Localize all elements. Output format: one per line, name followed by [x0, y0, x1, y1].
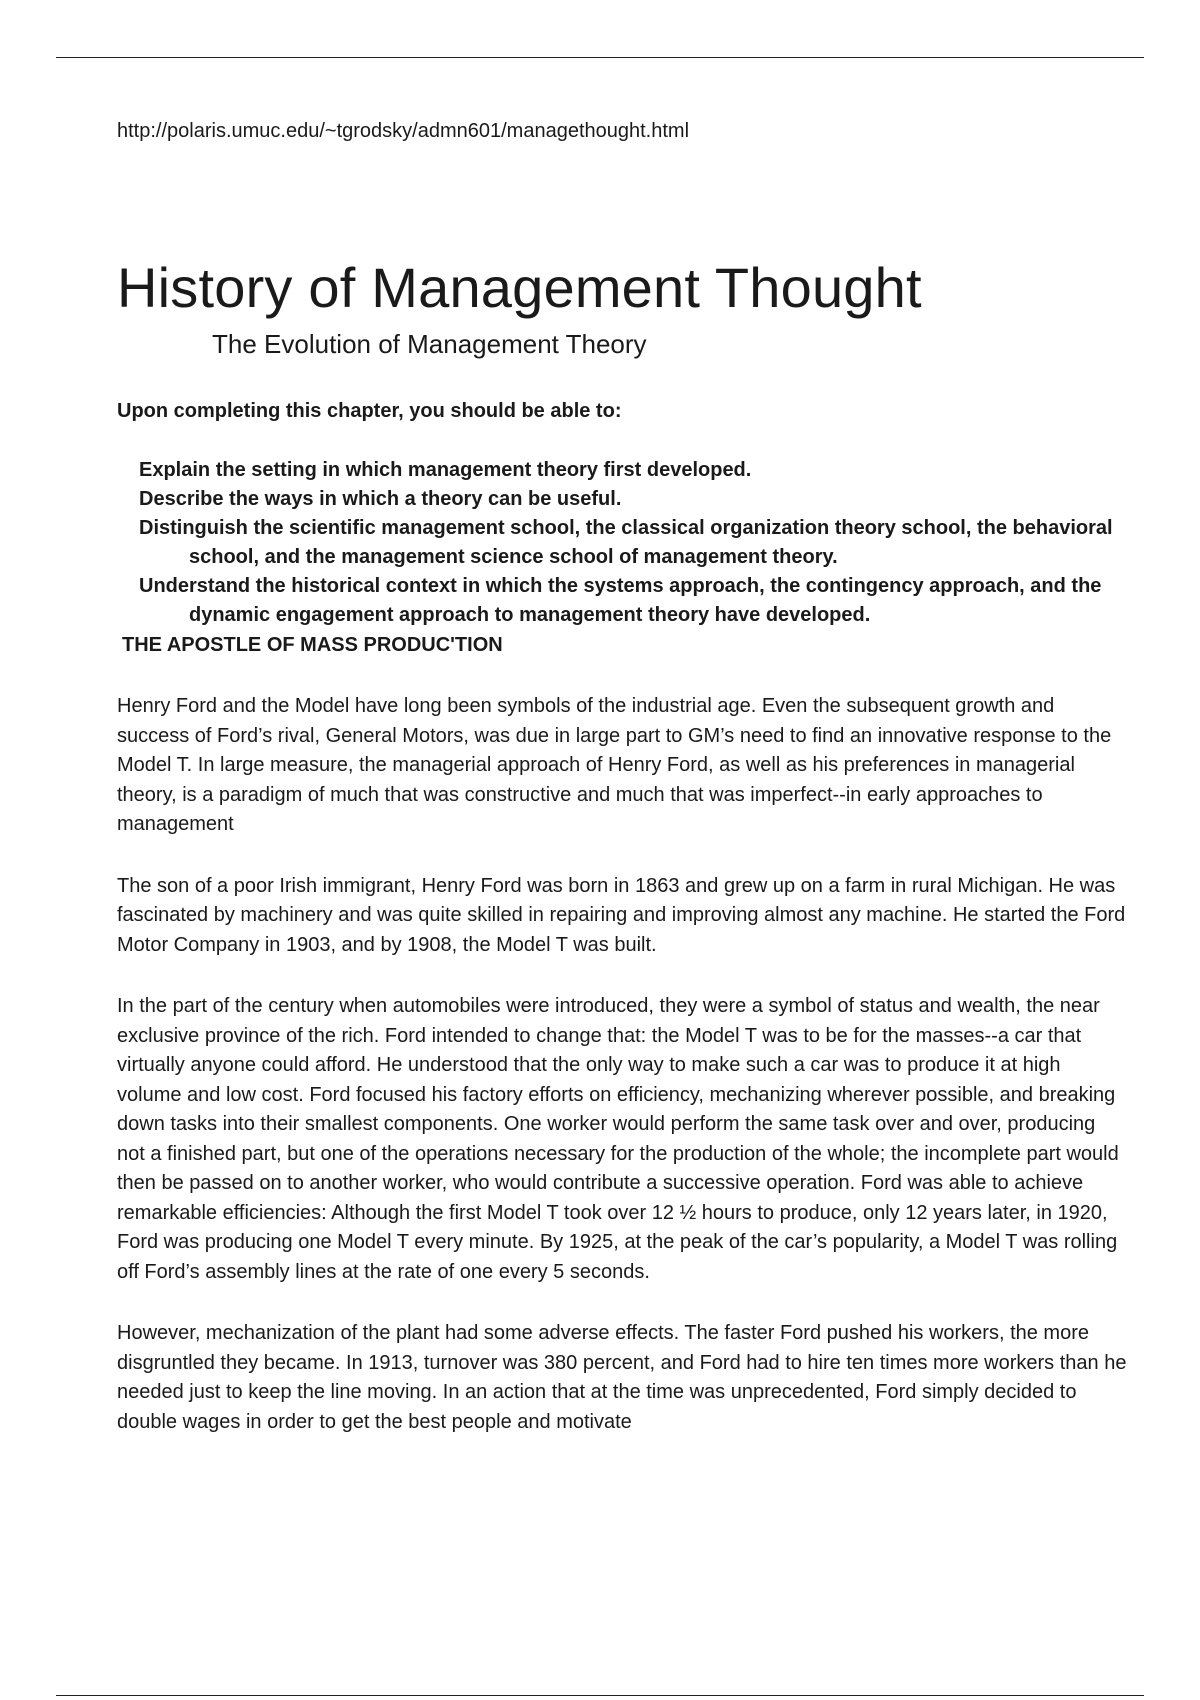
objectives-intro: Upon completing this chapter, you should be able to: — [117, 400, 622, 422]
objective-item: Distinguish the scientific management school, the classical organization theory school, the behavioral school, and the management science school of management theory. — [139, 517, 1113, 568]
source-url: http://polaris.umuc.edu/~tgrodsky/admn601/managethought.html — [117, 120, 690, 142]
objective-item: Describe the ways in which a theory can be useful. — [139, 488, 622, 510]
section-heading: THE APOSTLE OF MASS PRODUC'TION — [122, 634, 503, 656]
top-rule — [56, 57, 1144, 58]
body-paragraph: In the part of the century when automobiles were introduced, they were a symbol of status and wealth, the near exclusive province of the rich. Ford intended to change that: the Model T was to be for the masses--a car that virtually anyone could afford. He understood that the only way to make such a car was to produce it at high volume and low cost. Ford focused his factory efforts on efficiency, mechanizing wherever possible, and breaking down tasks into their smallest components. One worker would perform the same task over and over, producing not a finished part, but one of the operations necessary for the production of the whole; the incomplete part would then be passed on to another worker, who would contribute a successive operation. Ford was able to achieve remarkable efficiencies: Although the first Model T took over 12 ½ hours to produce, only 12 years later, in 1920, Ford was producing one Model T every minute. By 1925, at the peak of the car’s popularity, a Model T was rolling off Ford’s assembly lines at the rate of one every 5 seconds. — [117, 995, 1119, 1283]
body-paragraph: However, mechanization of the plant had some adverse effects. The faster Ford pushed his workers, the more disgruntled they became. In 1913, turnover was 380 percent, and Ford had to hire ten times more workers than he needed just to keep the line moving. In an action that at the time was unprecedented, Ford simply decided to double wages in order to get the best people and motivate — [117, 1322, 1127, 1433]
body-paragraph: The son of a poor Irish immigrant, Henry Ford was born in 1863 and grew up on a farm in rural Michigan. He was fascinated by machinery and was quite skilled in repairing and improving almost any machine. He started the Ford Motor Company in 1903, and by 1908, the Model T was built. — [117, 874, 1126, 956]
objective-item: Understand the historical context in which the systems approach, the contingency approach, and the dynamic engagement approach to management theory have developed. — [139, 575, 1102, 626]
page-title: History of Management Thought — [117, 256, 922, 319]
body-paragraph: Henry Ford and the Model have long been symbols of the industrial age. Even the subsequent growth and success of Ford’s rival, General Motors, was due in large part to GM’s need to find an innovative response to the Model T. In large measure, the managerial approach of Henry Ford, as well as his preferences in managerial theory, is a paradigm of much that was constructive and much that was imperfect--in early approaches to management — [117, 695, 1112, 835]
bottom-rule — [56, 1695, 1144, 1696]
document-body — [117, 118, 1127, 1437]
objective-item: Explain the setting in which management theory first developed. — [139, 459, 752, 481]
objectives-list — [117, 456, 1127, 630]
page-subtitle: The Evolution of Management Theory — [212, 329, 647, 359]
